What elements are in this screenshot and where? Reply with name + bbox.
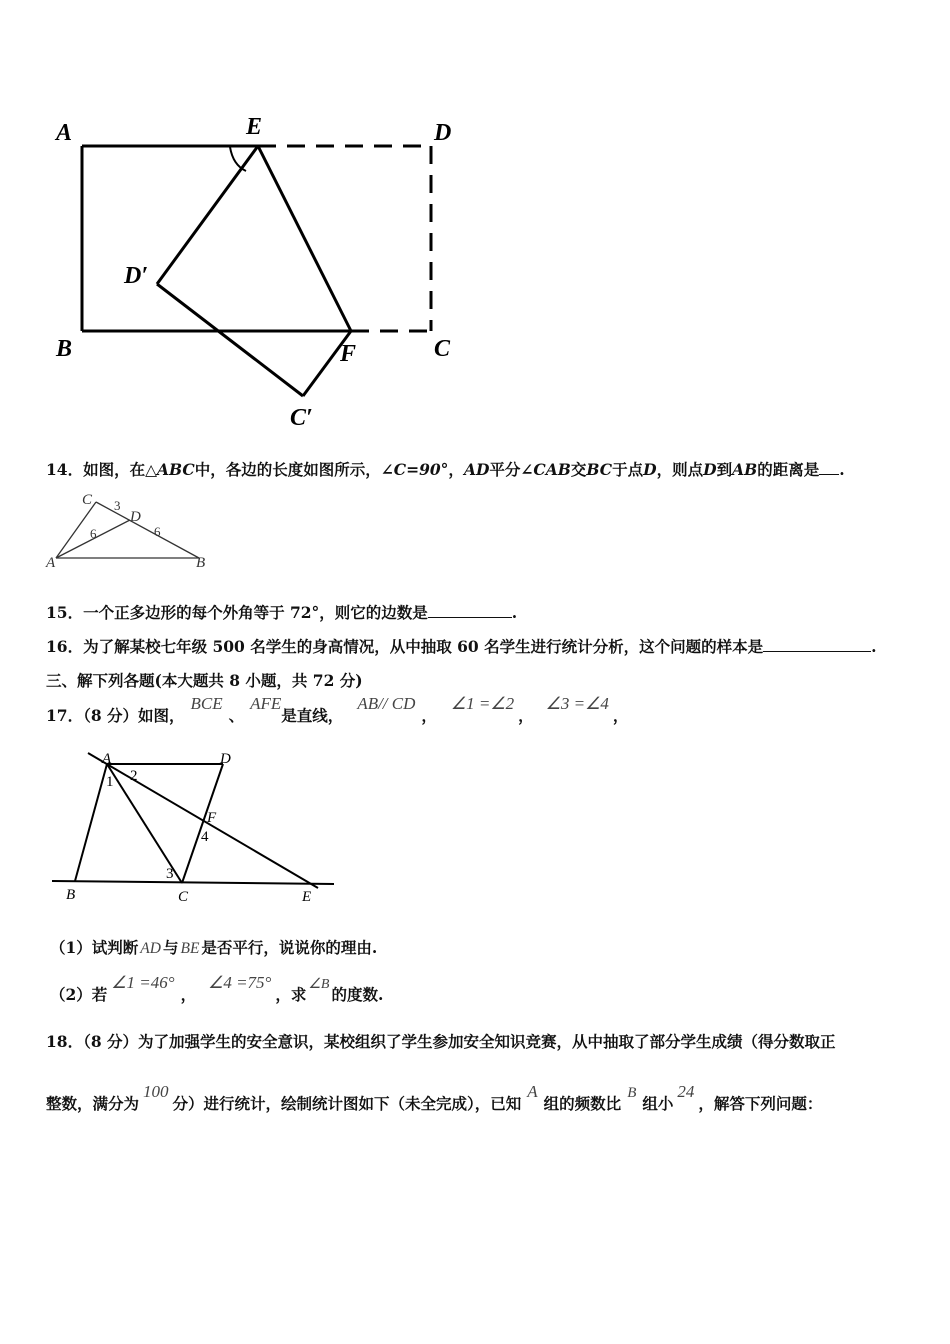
label-B: B <box>196 555 206 570</box>
q14-number: 14． <box>46 460 84 479</box>
segment-Dprime-Cprime <box>157 284 303 396</box>
label-A: A <box>56 120 73 146</box>
q17-1-post: 是否平行，说说你的理由. <box>201 938 378 957</box>
q17-comma-3: ， <box>612 706 629 725</box>
q14-text-6: 于点 <box>612 460 644 479</box>
question-17 <box>46 694 629 726</box>
segment-DC <box>182 764 223 883</box>
q14-answer-blank[interactable] <box>819 460 839 475</box>
q18-group-a: A <box>527 1082 538 1101</box>
q18-text-4: 组小 <box>642 1094 674 1113</box>
q17-1-ad: AD <box>140 940 161 957</box>
q17-comma-1: ， <box>421 706 437 725</box>
label-D-prime: D′ <box>124 263 149 289</box>
q18-text-1: 整数，满分为 <box>46 1094 140 1113</box>
right-triangle-figure <box>44 488 214 570</box>
q17-2-ask: ，求 <box>275 985 307 1004</box>
label-D: D <box>220 751 231 767</box>
label-F: F <box>340 341 357 367</box>
q14-text-5: 交 <box>570 460 587 479</box>
question-17-part-1 <box>50 938 377 959</box>
q15-text: 15．一个正多边形的每个外角等于 72°，则它的边数是 <box>46 603 428 622</box>
q18-text-2: 分）进行统计，绘制统计图如下（未全完成），已知 <box>172 1094 522 1113</box>
label-3: 3 <box>166 866 174 882</box>
q14-bc: BC <box>586 460 613 479</box>
q17-angle-1-eq-2: ∠1 =∠2 <box>450 694 515 713</box>
q17-angle-3-eq-4: ∠3 =∠4 <box>545 694 609 713</box>
label-C: C <box>178 889 189 905</box>
question-18-line-1: 18．（8 分）为了加强学生的安全意识，某校组织了学生参加安全知识竞赛，从中抽取了部分学生成绩（得分数取正 <box>46 1032 836 1051</box>
question-16 <box>46 637 877 657</box>
label-6-left: 6 <box>90 526 97 541</box>
label-B: B <box>66 887 76 903</box>
q17-1-be: BE <box>180 940 200 957</box>
q17-1-prefix: （1）试判断 <box>50 938 139 957</box>
label-D: D <box>130 509 141 525</box>
question-15 <box>46 603 517 623</box>
q17-sep: 、 <box>228 706 245 725</box>
q14-text-4: 平分 <box>489 460 521 479</box>
q14-text-7: ，则点 <box>656 460 704 479</box>
q18-text-5: ，解答下列问题： <box>698 1094 823 1113</box>
label-F: F <box>207 810 217 826</box>
q14-d2: D <box>703 460 717 479</box>
q17-2-prefix: （2）若 <box>50 985 108 1004</box>
q17-bce: BCE <box>190 694 223 713</box>
label-B: B <box>56 336 73 362</box>
q16-answer-blank[interactable] <box>763 637 871 652</box>
q14-ab: AB <box>732 460 758 479</box>
fold-rectangle-figure <box>40 105 480 435</box>
q16-end: . <box>871 637 877 656</box>
q15-end: . <box>511 603 518 622</box>
label-6-right: 6 <box>154 524 161 539</box>
q14-text-2: 中，各边的长度如图所示， <box>194 460 381 479</box>
q14-text-8: 到 <box>716 460 733 479</box>
q17-2-post: 的度数. <box>331 985 384 1004</box>
q14-d: D <box>643 460 657 479</box>
label-1: 1 <box>106 774 114 790</box>
label-E: E <box>246 114 263 140</box>
q15-answer-blank[interactable] <box>428 603 512 618</box>
label-E: E <box>302 889 312 905</box>
label-C: C <box>434 336 451 362</box>
q14-angle: ∠C=90° <box>380 460 449 479</box>
line-BCE <box>52 881 334 884</box>
q18-group-b: B <box>627 1085 637 1101</box>
question-14 <box>46 460 845 480</box>
q17-2-comma: ， <box>180 985 197 1004</box>
q17-number: 17．（8 分）如图， <box>46 706 185 725</box>
label-A: A <box>102 751 112 767</box>
section-3-heading: 三、解下列各题(本大题共 8 小题，共 72 分) <box>46 671 363 690</box>
segment-AB <box>75 764 107 881</box>
q18-24: 24 <box>677 1082 695 1101</box>
label-4: 4 <box>201 829 209 845</box>
q14-ad: AD <box>463 460 490 479</box>
parallel-lines-figure <box>50 748 340 906</box>
label-2: 2 <box>130 768 138 784</box>
q16-text: 16．为了解某校七年级 500 名学生的身高情况，从中抽取 60 名学生进行统计分析，这个问题的样本是 <box>46 637 764 656</box>
q17-2-angle-1: ∠1 =46° <box>111 973 175 992</box>
label-A: A <box>46 555 56 570</box>
q17-1-mid: 与 <box>162 938 179 957</box>
q17-comma-2: ， <box>518 706 534 725</box>
q14-text-1: 如图，在 <box>83 460 146 479</box>
question-17-part-2 <box>50 973 384 1007</box>
question-18-line-2 <box>46 1082 823 1115</box>
q18-100: 100 <box>143 1082 169 1101</box>
segment-EF <box>258 146 351 331</box>
q14-text-3: ， <box>448 460 464 479</box>
q14-end: . <box>839 460 845 479</box>
q17-afe: AFE <box>250 694 282 713</box>
q17-2-angle-b: ∠B <box>308 977 330 992</box>
q18-text-3: 组的频数比 <box>543 1094 622 1113</box>
label-C-prime: C′ <box>290 405 313 431</box>
label-D: D <box>434 120 452 146</box>
q14-triangle: △ABC <box>145 460 195 479</box>
segment-ED-prime <box>157 146 258 284</box>
label-3: 3 <box>114 498 121 513</box>
q17-ab-parallel-cd: AB// CD <box>357 694 416 713</box>
q14-text-9: 的距离是 <box>757 460 820 479</box>
q14-cab: ∠CAB <box>520 460 571 479</box>
label-C: C <box>82 492 93 508</box>
q17-lines: 是直线， <box>281 706 344 725</box>
q17-2-angle-4: ∠4 =75° <box>208 973 272 992</box>
